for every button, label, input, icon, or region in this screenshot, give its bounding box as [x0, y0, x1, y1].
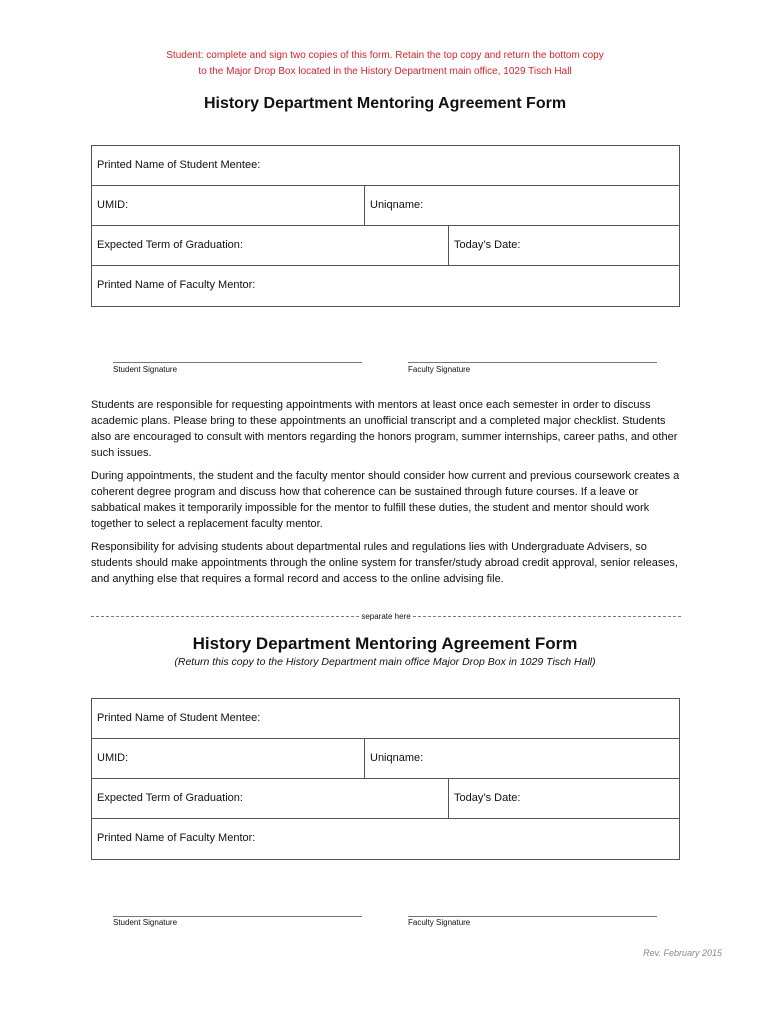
separator-label: separate here — [361, 611, 411, 621]
row-faculty-name — [92, 819, 679, 859]
row-faculty-name — [92, 266, 679, 306]
row-umid — [92, 739, 679, 779]
form-title-bottom: History Department Mentoring Agreement Form — [192, 634, 578, 653]
separator-dash-right — [413, 616, 681, 617]
faculty-signature-label-bottom: Faculty Signature — [408, 918, 471, 927]
notice-line-1: Student: complete and sign two copies of this form. Retain the top copy and return the bottom copy — [166, 50, 604, 61]
field-umid[interactable]: UMID: — [97, 752, 129, 764]
field-faculty-name[interactable]: Printed Name of Faculty Mentor: — [97, 832, 256, 844]
field-student-name[interactable]: Printed Name of Student Mentee: — [97, 159, 261, 171]
faculty-signature-line-bottom[interactable] — [408, 916, 657, 917]
row-graduation — [92, 779, 679, 819]
row-student-name — [92, 699, 679, 739]
student-signature-label: Student Signature — [113, 365, 178, 374]
student-signature-line[interactable] — [113, 362, 362, 363]
field-faculty-name[interactable]: Printed Name of Faculty Mentor: — [97, 279, 256, 291]
faculty-signature-line[interactable] — [408, 362, 657, 363]
separator-dash-left — [91, 616, 359, 617]
notice-line-2: to the Major Drop Box located in the History Department main office, 1029 Tisch Hall — [198, 66, 572, 77]
row-graduation — [92, 226, 679, 266]
form-table-bottom — [91, 698, 680, 860]
student-signature-line-bottom[interactable] — [113, 916, 362, 917]
field-uniqname[interactable]: Uniqname: — [364, 186, 679, 225]
row-umid — [92, 186, 679, 226]
field-graduation[interactable]: Expected Term of Graduation: — [97, 792, 243, 804]
paragraph-appointments: Students are responsible for requesting appointments with mentors at least once each semester in order to discuss academic plans. Please bring to these appointments an unofficial transcript and a completed major checklist. Students also are encouraged to consult with mentors regarding the honors program, summer internships, career paths, and other such issues. — [91, 399, 678, 459]
field-todays-date[interactable]: Today’s Date: — [448, 779, 679, 818]
cut-separator — [91, 609, 681, 623]
instructions-body — [91, 397, 686, 594]
form-subtitle-bottom: (Return this copy to the History Department main office Major Drop Box in 1029 Tisch Hall) — [174, 656, 596, 668]
revision-date: Rev. February 2015 — [643, 948, 722, 958]
field-uniqname[interactable]: Uniqname: — [364, 739, 679, 778]
field-umid[interactable]: UMID: — [97, 199, 129, 211]
paragraph-coursework: During appointments, the student and the faculty mentor should consider how current and previous coursework creates a coherent degree program and discuss how that coherence can be sustained through future courses. If a leave or sabbatical makes it temporarily impossible for the mentor to fulfill these duties, the student and mentor should work together to select a replacement faculty mentor. — [91, 470, 680, 530]
instruction-notice — [0, 48, 770, 80]
paragraph-advising: Responsibility for advising students about departmental rules and regulations lies with Undergraduate Advisers, so students should make appointments through the online system for transfer/study abroad credit approval, senior releases, and anything else that requires a formal record and access to the online advising file. — [91, 541, 678, 585]
form-table-top — [91, 145, 680, 307]
field-student-name[interactable]: Printed Name of Student Mentee: — [97, 712, 261, 724]
field-todays-date[interactable]: Today’s Date: — [448, 226, 679, 265]
form-title-top: History Department Mentoring Agreement Form — [203, 95, 567, 112]
student-signature-label-bottom: Student Signature — [113, 918, 178, 927]
row-student-name — [92, 146, 679, 186]
faculty-signature-label: Faculty Signature — [408, 365, 471, 374]
field-graduation[interactable]: Expected Term of Graduation: — [97, 239, 243, 251]
